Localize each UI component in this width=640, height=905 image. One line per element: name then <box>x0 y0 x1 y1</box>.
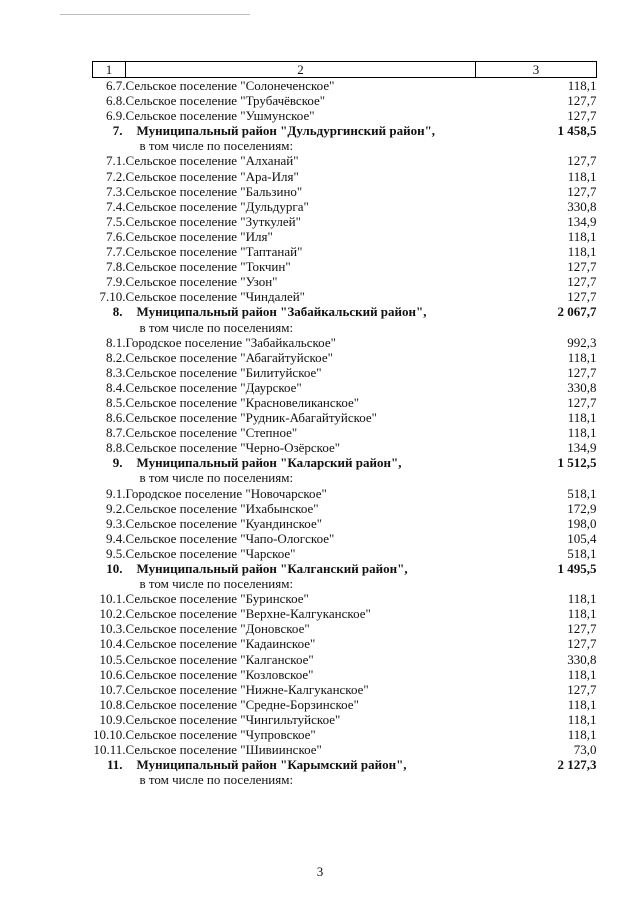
row-value: 127,7 <box>567 93 597 109</box>
row-value: 118,1 <box>567 696 597 712</box>
row-value <box>476 138 597 153</box>
row-name: Сельское поселение "Таптанай" <box>125 244 303 260</box>
row-number: 10.1. <box>99 591 126 607</box>
row-name: Сельское поселение "Доновское" <box>125 621 310 637</box>
table-body <box>93 78 597 788</box>
table-row <box>93 486 597 501</box>
header-col-2: 2 <box>126 62 476 78</box>
row-value: 1 458,5 <box>557 123 597 139</box>
row-number: 7.6. <box>106 228 126 244</box>
row-number <box>93 320 126 335</box>
row-value: 127,7 <box>567 636 597 652</box>
row-value: 73,0 <box>573 742 597 758</box>
row-number: 7.7. <box>106 244 126 260</box>
row-number: 8.3. <box>106 364 126 380</box>
row-value: 172,9 <box>567 500 597 516</box>
row-number: 7.9. <box>106 274 126 290</box>
row-number: 7.2. <box>106 168 126 184</box>
table-row <box>93 169 597 184</box>
row-name: Сельское поселение "Калганское" <box>125 651 314 667</box>
row-value: 330,8 <box>567 198 597 214</box>
row-number: 9.4. <box>106 530 126 546</box>
row-name: Сельское поселение "Ихабынское" <box>125 500 319 516</box>
district-row <box>93 123 597 138</box>
table-row <box>93 531 597 546</box>
row-name: Муниципальный район "Забайкальский район", <box>136 304 427 320</box>
row-name: Сельское поселение "Чапо-Ологское" <box>125 530 335 546</box>
row-value: 127,7 <box>567 681 597 697</box>
table-row <box>93 380 597 395</box>
row-number: 11. <box>106 757 123 773</box>
table-row <box>93 229 597 244</box>
row-value: 127,7 <box>567 274 597 290</box>
table-row <box>93 636 597 651</box>
row-value: 127,7 <box>567 289 597 305</box>
table-row <box>93 214 597 229</box>
row-number: 8.8. <box>106 440 126 456</box>
row-number: 9.5. <box>106 545 126 561</box>
table-row <box>93 697 597 712</box>
row-number: 6.8. <box>106 93 126 109</box>
row-value: 118,1 <box>567 228 597 244</box>
table-row <box>93 184 597 199</box>
row-name: Сельское поселение "Рудник-Абагайтуйское" <box>125 410 377 426</box>
row-value: 118,1 <box>567 606 597 622</box>
row-number: 9.1. <box>106 485 126 501</box>
row-name: Сельское поселение "Зуткулей" <box>125 213 301 229</box>
row-name: Сельское поселение "Кадаинское" <box>125 636 316 652</box>
row-name: Муниципальный район "Каларский район", <box>136 455 402 471</box>
row-name: Сельское поселение "Трубачёвское" <box>125 93 326 109</box>
row-name: Сельское поселение "Даурское" <box>125 379 302 395</box>
row-number: 8.2. <box>106 349 126 365</box>
row-number: 10.2. <box>99 606 126 622</box>
row-value: 118,1 <box>567 591 597 607</box>
table-row <box>93 682 597 697</box>
row-number: 10.11. <box>93 742 126 758</box>
row-name: Сельское поселение "Ушмунское" <box>125 108 315 124</box>
row-name: в том числе по поселениям: <box>139 319 294 335</box>
row-name: Сельское поселение "Бальзино" <box>125 183 303 199</box>
table-row <box>93 335 597 350</box>
row-value: 118,1 <box>567 244 597 260</box>
table-row <box>93 289 597 304</box>
district-row <box>93 304 597 319</box>
table-row <box>93 440 597 455</box>
table-row <box>93 501 597 516</box>
row-name: Сельское поселение "Черно-Озёрское" <box>125 440 341 456</box>
row-number: 7.8. <box>106 259 126 275</box>
table-row <box>93 425 597 440</box>
header-col-3: 3 <box>476 62 597 78</box>
subheading-row <box>93 772 597 787</box>
row-number: 6.9. <box>106 108 126 124</box>
row-name: Сельское поселение "Чингильтуйское" <box>125 711 341 727</box>
row-value: 518,1 <box>567 545 597 561</box>
row-value: 127,7 <box>567 394 597 410</box>
row-value: 134,9 <box>567 440 597 456</box>
row-value: 2 067,7 <box>557 304 597 320</box>
row-number: 10.6. <box>99 666 126 682</box>
row-name: Муниципальный район "Дульдургинский район", <box>136 123 436 139</box>
row-number: 7.4. <box>106 198 126 214</box>
row-number: 9.3. <box>106 515 126 531</box>
row-value: 2 127,3 <box>557 757 597 773</box>
row-value: 518,1 <box>567 485 597 501</box>
row-number: 10.3. <box>99 621 126 637</box>
table-row <box>93 546 597 561</box>
row-number <box>93 576 126 591</box>
row-name: Сельское поселение "Козловское" <box>125 666 314 682</box>
row-number: 10.10. <box>93 727 126 743</box>
row-value <box>476 320 597 335</box>
row-value <box>476 470 597 485</box>
row-number: 10.5. <box>99 651 126 667</box>
row-name: Городское поселение "Забайкальское" <box>125 334 336 350</box>
row-value: 118,1 <box>567 168 597 184</box>
row-number: 7.1. <box>106 153 126 169</box>
table-row <box>93 395 597 410</box>
table-row <box>93 259 597 274</box>
table-row <box>93 591 597 606</box>
row-value: 118,1 <box>567 666 597 682</box>
row-number: 8. <box>112 304 123 320</box>
row-number: 8.1. <box>106 334 126 350</box>
table-row <box>93 742 597 757</box>
district-row <box>93 757 597 772</box>
row-name: Сельское поселение "Дульдурга" <box>125 198 309 214</box>
row-name: в том числе по поселениям: <box>139 138 294 154</box>
row-number: 6.7. <box>106 78 126 93</box>
row-name: Сельское поселение "Чупровское" <box>125 727 316 743</box>
row-name: Сельское поселение "Верхне-Калгуканское" <box>125 606 371 622</box>
row-name: в том числе по поселениям: <box>139 576 294 592</box>
row-number: 7.5. <box>106 213 126 229</box>
row-name: Сельское поселение "Чиндалей" <box>125 289 305 305</box>
row-number <box>93 470 126 485</box>
row-value: 127,7 <box>567 108 597 124</box>
row-name: Сельское поселение "Шивиинское" <box>125 742 322 758</box>
row-value: 127,7 <box>567 153 597 169</box>
district-row <box>93 561 597 576</box>
subheading-row <box>93 138 597 153</box>
row-value: 992,3 <box>567 334 597 350</box>
scan-artifact-line <box>60 14 250 15</box>
row-name: Муниципальный район "Карымский район", <box>136 757 407 773</box>
row-number: 10.8. <box>99 696 126 712</box>
row-name: Сельское поселение "Средне-Борзинское" <box>125 696 359 712</box>
row-number: 8.4. <box>106 379 126 395</box>
row-number <box>93 772 126 787</box>
row-name: в том числе по поселениям: <box>139 772 294 788</box>
row-number: 10.7. <box>99 681 126 697</box>
row-value <box>476 576 597 591</box>
row-value: 134,9 <box>567 213 597 229</box>
row-value: 1 495,5 <box>557 561 597 576</box>
table-row <box>93 667 597 682</box>
header-col-1: 1 <box>93 62 126 78</box>
table-row <box>93 350 597 365</box>
table-row <box>93 153 597 168</box>
table-row <box>93 244 597 259</box>
row-value: 127,7 <box>567 183 597 199</box>
row-name: Сельское поселение "Иля" <box>125 228 273 244</box>
row-value: 118,1 <box>567 78 597 93</box>
row-name: Сельское поселение "Куандинское" <box>125 515 323 531</box>
row-name: Муниципальный район "Калганский район", <box>136 561 408 576</box>
row-name: Сельское поселение "Алханай" <box>125 153 299 169</box>
row-value: 127,7 <box>567 364 597 380</box>
row-value: 330,8 <box>567 651 597 667</box>
table-header-row <box>93 62 597 78</box>
row-value: 118,1 <box>567 711 597 727</box>
row-number: 8.6. <box>106 410 126 426</box>
row-number: 10.9. <box>99 711 126 727</box>
row-number: 8.5. <box>106 394 126 410</box>
row-name: Сельское поселение "Солонеченское" <box>125 78 335 93</box>
row-number: 8.7. <box>106 425 126 441</box>
row-value: 127,7 <box>567 621 597 637</box>
page-number: 3 <box>316 864 324 879</box>
row-number: 7.10. <box>99 289 126 305</box>
row-value <box>476 772 597 787</box>
table-row <box>93 274 597 289</box>
row-number: 9.2. <box>106 500 126 516</box>
table-row <box>93 621 597 636</box>
row-name: Городское поселение "Новочарское" <box>125 485 327 501</box>
row-value: 127,7 <box>567 259 597 275</box>
row-name: Сельское поселение "Нижне-Калгуканское" <box>125 681 369 697</box>
row-name: Сельское поселение "Степное" <box>125 425 298 441</box>
row-name: в том числе по поселениям: <box>139 470 294 486</box>
row-number: 10.4. <box>99 636 126 652</box>
row-number: 7. <box>112 123 123 139</box>
row-value: 198,0 <box>567 515 597 531</box>
table-row <box>93 78 597 94</box>
row-number: 10. <box>106 561 123 576</box>
row-value: 118,1 <box>567 349 597 365</box>
table-row <box>93 199 597 214</box>
district-row <box>93 455 597 470</box>
row-name: Сельское поселение "Красновеликанское" <box>125 394 360 410</box>
table-row <box>93 727 597 742</box>
settlements-table <box>92 61 597 787</box>
table-row <box>93 365 597 380</box>
table-row <box>93 108 597 123</box>
row-name: Сельское поселение "Ара-Иля" <box>125 168 299 184</box>
table-row <box>93 606 597 621</box>
row-name: Сельское поселение "Токчин" <box>125 259 291 275</box>
row-value: 118,1 <box>567 410 597 426</box>
subheading-row <box>93 320 597 335</box>
row-name: Сельское поселение "Абагайтуйское" <box>125 349 333 365</box>
table-row <box>93 652 597 667</box>
row-value: 1 512,5 <box>557 455 597 471</box>
row-value: 330,8 <box>567 379 597 395</box>
table-row <box>93 516 597 531</box>
table-row <box>93 93 597 108</box>
row-name: Сельское поселение "Билитуйское" <box>125 364 322 380</box>
row-number: 7.3. <box>106 183 126 199</box>
table-row <box>93 712 597 727</box>
row-value: 118,1 <box>567 727 597 743</box>
row-number: 9. <box>112 455 123 471</box>
subheading-row <box>93 470 597 485</box>
row-name: Сельское поселение "Чарское" <box>125 545 296 561</box>
row-number <box>93 138 126 153</box>
row-value: 105,4 <box>567 530 597 546</box>
row-name: Сельское поселение "Узон" <box>125 274 278 290</box>
table-row <box>93 410 597 425</box>
subheading-row <box>93 576 597 591</box>
row-value: 118,1 <box>567 425 597 441</box>
row-name: Сельское поселение "Буринское" <box>125 591 309 607</box>
